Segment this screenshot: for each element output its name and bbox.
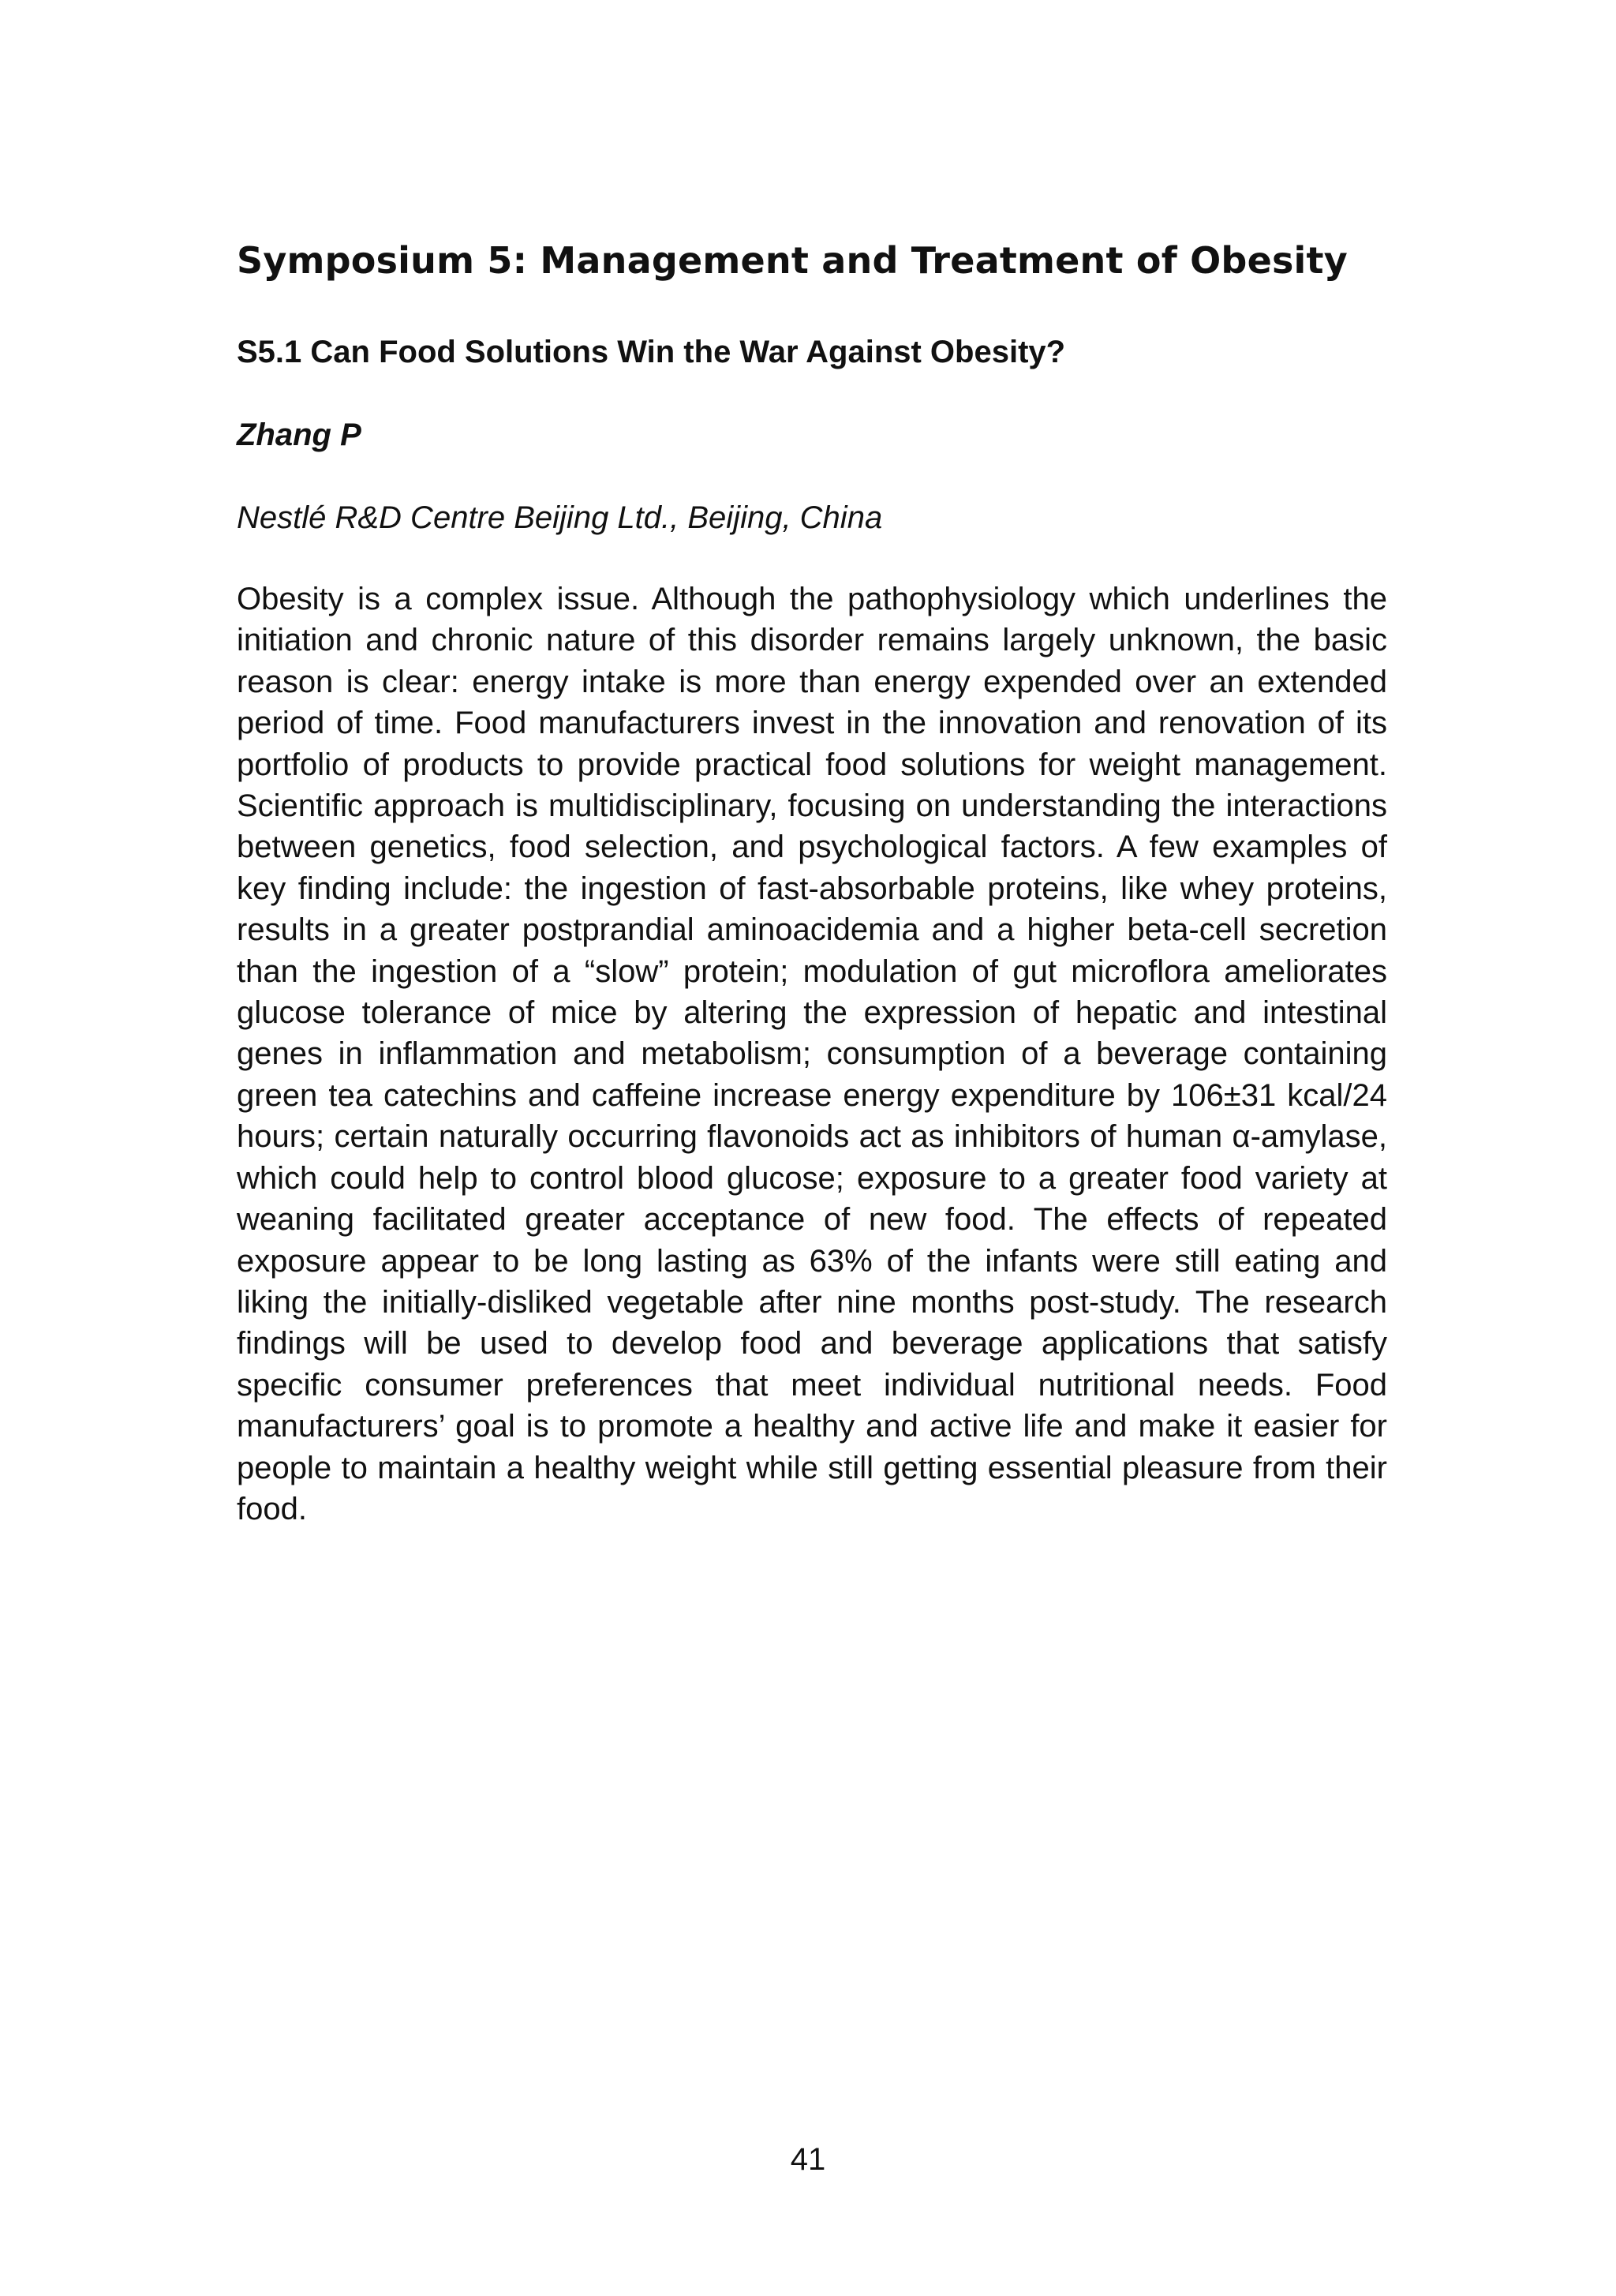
page-number: 41 <box>790 2142 826 2177</box>
abstract-body: Obesity is a complex issue. Although the pathophysiology which underlines the initiation and chronic nature of this disorder remains largely unknown, the basic reason is clear: energy intake is more than energy expended over an extended period of time. Food manufacturers invest in the innovation and renovation of its portfolio of products to provide practical food solutions for weight management. Scientific approach is multidisciplinary, focusing on understanding the interactions between genetics, food selection, and psychological factors. A few examples of key finding include: the ingestion of fast-absorbable proteins, like whey proteins, results in a greater postprandial aminoacidemia and a higher beta-cell secretion than the ingestion of a “slow” protein; modulation of gut microflora ameliorates glucose tolerance of mice by altering the expression of hepatic and intestinal genes in inflammation and metabolism; consumption of a beverage containing green tea catechins and caffeine increase energy expenditure by 106±31 kcal/24 hours; certain naturally occurring flavonoids act as inhibitors of human α-amylase, which could help to control blood glucose; exposure to a greater food variety at weaning facilitated greater acceptance of new food. The effects of repeated exposure appear to be long lasting as 63% of the infants were still eating and liking the initially-disliked vegetable after nine months post-study. The research findings will be used to develop food and beverage applications that satisfy specific consumer preferences that meet individual nutritional needs. Food manufacturers’ goal is to promote a healthy and active life and make it easier for people to maintain a healthy weight while still getting essential pleasure from their food. <box>237 582 1387 1526</box>
symposium-title: Symposium 5: Management and Treatment of Obesity <box>237 239 1348 282</box>
author-name: Zhang P <box>237 418 361 452</box>
author-affiliation: Nestlé R&D Centre Beijing Ltd., Beijing, China <box>237 500 883 535</box>
talk-title: S5.1 Can Food Solutions Win the War Against Obesity? <box>237 335 1066 369</box>
